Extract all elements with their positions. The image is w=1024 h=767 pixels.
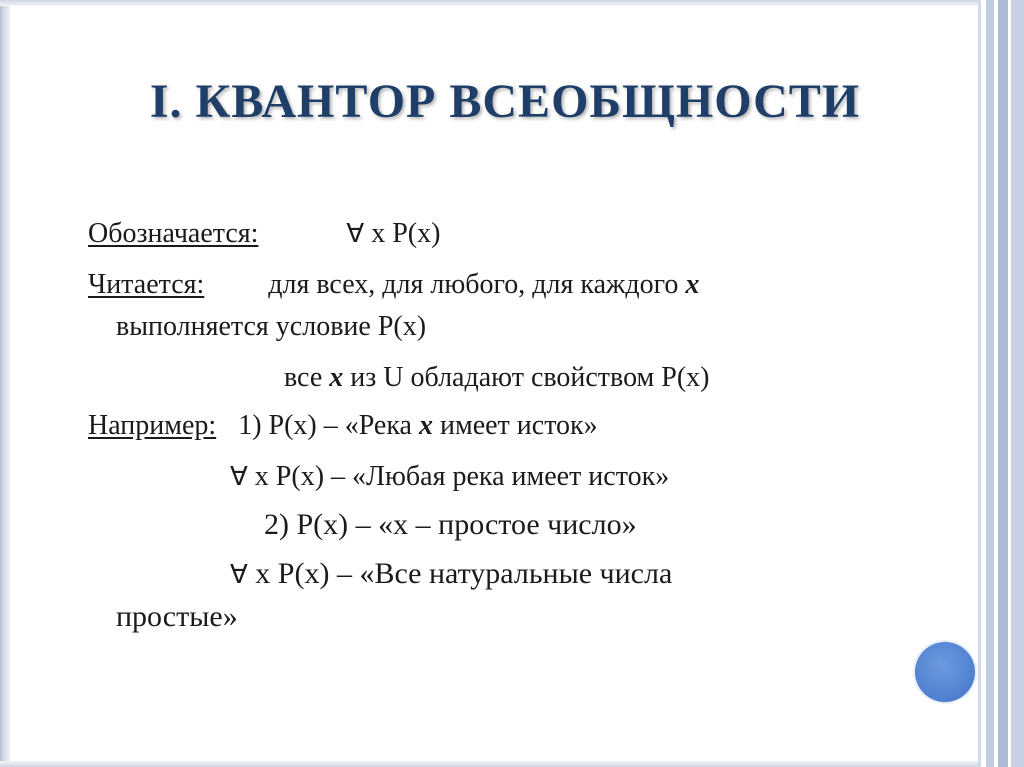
forall-symbol: ∀ [230, 560, 248, 590]
slide-title: I. КВАНТОР ВСЕОБЩНОСТИ [149, 75, 861, 128]
read-text: для всех, для любого, для каждого [268, 269, 679, 300]
example-2-forall-line-2 [116, 601, 238, 633]
example-2-text: 2) P(x) – «x – простое число» [264, 508, 637, 541]
all-variable: x [329, 362, 344, 393]
read-variable: x [685, 269, 700, 300]
decorative-circle-icon [915, 642, 975, 702]
all-prefix: все [284, 362, 323, 393]
example-line-1 [88, 410, 598, 442]
example-1-forall-line [230, 461, 669, 493]
all-suffix: из U обладают свойством P(x) [350, 362, 710, 393]
frame-top-edge [0, 0, 980, 6]
example-1-variable: x [418, 410, 433, 441]
read-text-2: выполняется условие P(x) [116, 311, 427, 342]
denoted-expression: x P(x) [371, 218, 441, 249]
read-line-2 [116, 311, 426, 343]
denoted-label: Обозначается: [88, 218, 259, 249]
example-2-forall-line [230, 558, 672, 591]
example-1-forall-text: x P(x) – «Любая река имеет исток» [254, 461, 670, 492]
example-2-forall-text-2: простые» [116, 600, 238, 633]
read-line [88, 269, 699, 301]
read-label: Читается: [88, 269, 205, 300]
frame-bottom-edge [0, 761, 980, 767]
example-2-line [264, 509, 637, 541]
forall-symbol: ∀ [230, 462, 248, 492]
example-1-suffix: имеет исток» [439, 410, 598, 441]
example-1-prefix: 1) P(x) – «Река [238, 410, 412, 441]
all-line [284, 362, 709, 394]
forall-symbol: ∀ [346, 219, 365, 249]
example-2-forall-text: x P(x) – «Все натуральные числа [255, 557, 673, 590]
example-label: Например: [88, 410, 217, 441]
denoted-line [88, 218, 440, 250]
